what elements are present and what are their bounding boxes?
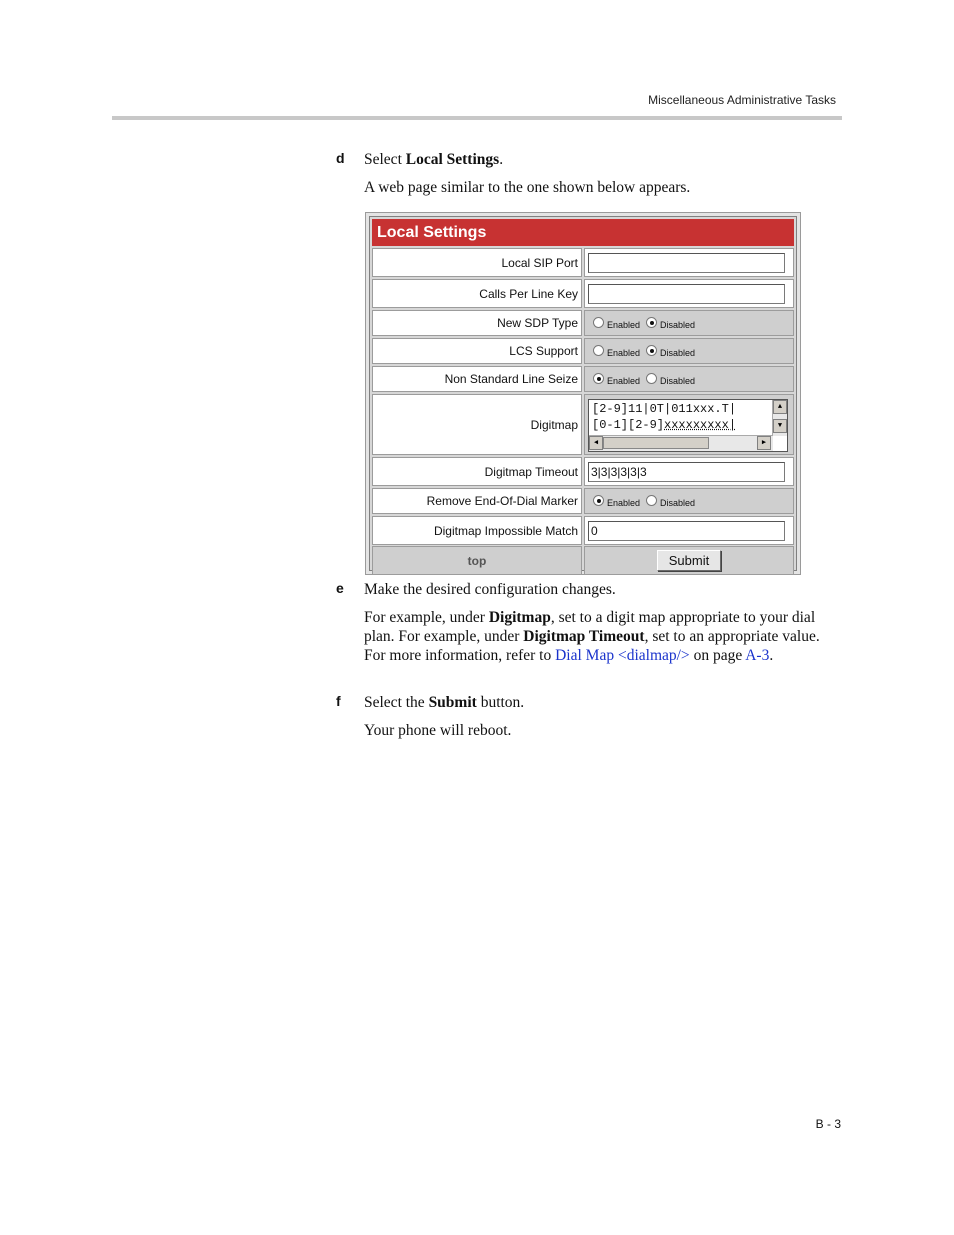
label-digitmap: Digitmap xyxy=(372,394,582,455)
top-link[interactable]: top xyxy=(372,546,582,575)
remove-end-of-dial-marker-disabled-radio[interactable] xyxy=(646,495,657,506)
digitmap-line-2: [0-1][2-9]xxxxxxxxx| xyxy=(592,418,737,432)
label-calls-per-line-key: Calls Per Line Key xyxy=(372,279,582,308)
radio-label-disabled: Disabled xyxy=(660,375,696,386)
digitmap-textarea[interactable] xyxy=(588,399,788,452)
label-digitmap-timeout: Digitmap Timeout xyxy=(372,457,582,486)
step-d-subtext: A web page similar to the one shown below appears. xyxy=(364,179,691,196)
label-local-sip-port: Local SIP Port xyxy=(372,248,582,277)
radio-label-enabled: Enabled xyxy=(607,375,641,386)
new-sdp-type-enabled-radio[interactable] xyxy=(593,317,604,328)
digitmap-horizontal-scrollbar[interactable] xyxy=(589,435,773,451)
step-d-text: Select Local Settings. xyxy=(364,151,504,168)
radio-label-disabled: Disabled xyxy=(660,319,696,330)
lcs-support-enabled-radio[interactable] xyxy=(593,345,604,356)
digitmap-line-1: [2-9]11|0T|011xxx.T| xyxy=(592,402,737,416)
dial-map-link[interactable]: Dial Map <dialmap/> xyxy=(555,647,690,664)
submit-button[interactable]: Submit xyxy=(657,550,721,571)
lcs-support-disabled-radio[interactable] xyxy=(646,345,657,356)
row-lcs-support xyxy=(372,338,794,364)
row-non-standard-line-seize xyxy=(372,366,794,392)
new-sdp-type-disabled-radio[interactable] xyxy=(646,317,657,328)
row-remove-end-of-dial-marker xyxy=(372,488,794,514)
row-digitmap-impossible-match xyxy=(372,516,794,545)
page-a3-link[interactable]: A-3 xyxy=(745,647,770,664)
digitmap-timeout-input[interactable]: 3|3|3|3|3|3 xyxy=(588,462,785,482)
radio-label-enabled: Enabled xyxy=(607,319,641,330)
digitmap-vertical-scrollbar[interactable] xyxy=(772,400,787,436)
running-header: Miscellaneous Administrative Tasks xyxy=(648,93,836,107)
page-number: B - 3 xyxy=(815,1117,841,1131)
step-letter-e: e xyxy=(336,580,344,596)
header-rule xyxy=(112,116,842,120)
label-new-sdp-type: New SDP Type xyxy=(372,310,582,336)
row-digitmap-timeout xyxy=(372,457,794,486)
label-remove-end-of-dial-marker: Remove End-Of-Dial Marker xyxy=(372,488,582,514)
step-letter-f: f xyxy=(336,693,341,709)
digitmap-impossible-match-input[interactable]: 0 xyxy=(588,521,785,541)
step-e-text: Make the desired configuration changes. xyxy=(364,581,616,598)
scroll-down-icon[interactable]: ▼ xyxy=(773,419,787,433)
local-settings-form xyxy=(369,216,797,571)
row-calls-per-line-key xyxy=(372,279,794,308)
row-new-sdp-type xyxy=(372,310,794,336)
step-f-text: Select the Submit button. xyxy=(364,694,525,711)
scroll-right-icon[interactable]: ▶ xyxy=(757,436,771,450)
radio-label-enabled: Enabled xyxy=(607,497,641,508)
label-lcs-support: LCS Support xyxy=(372,338,582,364)
step-letter-d: d xyxy=(336,150,345,166)
radio-label-disabled: Disabled xyxy=(660,347,696,358)
local-sip-port-input[interactable] xyxy=(588,253,785,273)
row-local-sip-port xyxy=(372,248,794,277)
step-e-example: For example, under Digitmap, set to a digit map appropriate to your dial plan. For example, under Digitmap Timeout, set to an appropriate value. For more information, refer to Dial Map <dialmap/> on page A-3. xyxy=(364,609,820,664)
row-digitmap xyxy=(372,394,794,455)
scroll-left-icon[interactable]: ◀ xyxy=(589,436,603,450)
radio-label-enabled: Enabled xyxy=(607,347,641,358)
form-title: Local Settings xyxy=(372,219,794,246)
remove-end-of-dial-marker-enabled-radio[interactable] xyxy=(593,495,604,506)
label-non-standard-line-seize: Non Standard Line Seize xyxy=(372,366,582,392)
non-standard-line-seize-disabled-radio[interactable] xyxy=(646,373,657,384)
step-f-subtext: Your phone will reboot. xyxy=(364,722,512,739)
scroll-up-icon[interactable]: ▲ xyxy=(773,400,787,414)
label-digitmap-impossible-match: Digitmap Impossible Match xyxy=(372,516,582,545)
non-standard-line-seize-enabled-radio[interactable] xyxy=(593,373,604,384)
row-actions xyxy=(372,546,794,575)
radio-label-disabled: Disabled xyxy=(660,497,696,508)
local-settings-screenshot xyxy=(365,212,801,575)
calls-per-line-key-input[interactable] xyxy=(588,284,785,304)
scroll-thumb[interactable] xyxy=(603,437,709,449)
